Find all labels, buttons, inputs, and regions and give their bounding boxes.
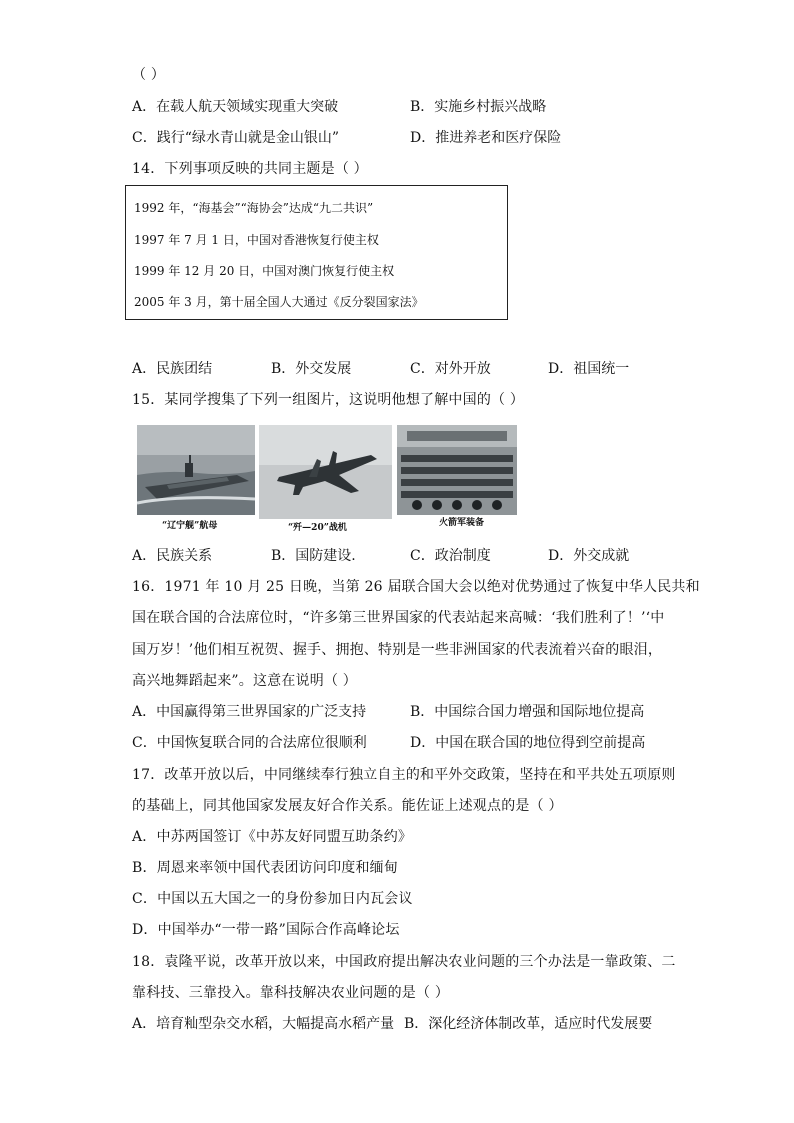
q13-option-d: D．推进养老和医疗保险 [410, 130, 562, 146]
q17-stem-line: 的基础上，同其他国家发展友好合作关系。能佐证上述观点的是（ ） [132, 798, 563, 814]
q13-blank: （ ） [132, 67, 166, 83]
q14-option-b: B．外交发展 [271, 361, 352, 377]
q16-stem-line: 16．1971 年 10 月 25 日晚，当第 26 届联合国大会以绝对优势通过了恢复中华人民共和 [132, 579, 700, 595]
q14-stem: 14．下列事项反映的共同主题是（ ） [132, 161, 368, 177]
q14-option-d: D．祖国统一 [548, 361, 630, 377]
q15-stem: 15．某同学搜集了下列一组图片，这说明他想了解中国的（ ） [132, 392, 525, 408]
q18-option-a: A．培育籼型杂交水稻，大幅提高水稻产量 [132, 1016, 395, 1032]
jet-caption: “歼—20”战机 [288, 523, 347, 533]
q17-option-b: B．周恩来率领中国代表团访问印度和缅甸 [132, 860, 399, 876]
q14-option-a: A．民族团结 [132, 361, 213, 377]
q15-option-c: C．政治制度 [410, 548, 491, 564]
q16-option-c: C．中国恢复联合同的合法席位很顺利 [132, 735, 367, 751]
q17-option-c: C．中国以五大国之一的身份参加日内瓦会议 [132, 891, 413, 907]
rocket-caption: 火箭军装备 [439, 518, 485, 528]
carrier-caption: “辽宁舰”航母 [162, 521, 218, 531]
q13-option-c: C．践行“绿水青山就是金山银山” [132, 130, 340, 146]
q14-box-line: 1999 年 12 月 20 日，中国对澳门恢复行使主权 [134, 264, 395, 278]
q17-option-d: D．中国举办“一带一路”国际合作高峰论坛 [132, 922, 400, 938]
aircraft-carrier-photo [137, 425, 255, 525]
rocket-force-photo [397, 425, 517, 525]
q18-stem-line: 18．袁隆平说，改革开放以来，中国政府提出解决农业问题的三个办法是一靠政策、二 [132, 954, 676, 970]
q13-option-b: B．实施乡村振兴战略 [410, 99, 547, 115]
q14-box-line: 2005 年 3 月，第十届全国人大通过《反分裂国家法》 [134, 295, 424, 309]
q16-option-b: B．中国综合国力增强和国际地位提高 [410, 704, 645, 720]
q13-option-a: A．在载人航天领域实现重大突破 [132, 99, 339, 115]
q14-option-c: C．对外开放 [410, 361, 491, 377]
q17-stem-line: 17．改革开放以后，中同继续奉行独立自主的和平外交政策，坚持在和平共处五项原则 [132, 767, 676, 783]
q16-stem-line: 国万岁！’他们相互祝贺、握手、拥抱、特别是一些非洲国家的代表流着兴奋的眼泪， [132, 642, 663, 658]
q14-box-line: 1997 年 7 月 1 日，中国对香港恢复行使主权 [134, 233, 379, 247]
q15-option-d: D．外交成就 [548, 548, 630, 564]
q18-option-b: B．深化经济体制改革，适应时代发展要 [404, 1016, 653, 1032]
q15-option-b: B．国防建设. [271, 548, 356, 564]
q14-box-line: 1992 年，“海基会”“海协会”达成“九二共识” [134, 201, 374, 215]
q17-option-a: A．中苏两国签订《中苏友好同盟互助条约》 [132, 829, 413, 845]
q16-option-d: D．中国在联合国的地位得到空前提高 [410, 735, 646, 751]
q18-stem-line: 靠科技、三靠投入。靠科技解决农业问题的是（ ） [132, 985, 450, 1001]
fighter-jet-photo [259, 425, 392, 525]
q16-option-a: A．中国赢得第三世界国家的广泛支持 [132, 704, 367, 720]
q16-stem-line: 国在联合国的合法席位时，“许多第三世界国家的代表站起来高喊：‘我们胜利了！’‘中 [132, 610, 665, 626]
q16-stem-line: 高兴地舞蹈起来”。这意在说明（ ） [132, 673, 358, 689]
q15-option-a: A．民族关系 [132, 548, 213, 564]
q14-event-box [125, 185, 508, 320]
